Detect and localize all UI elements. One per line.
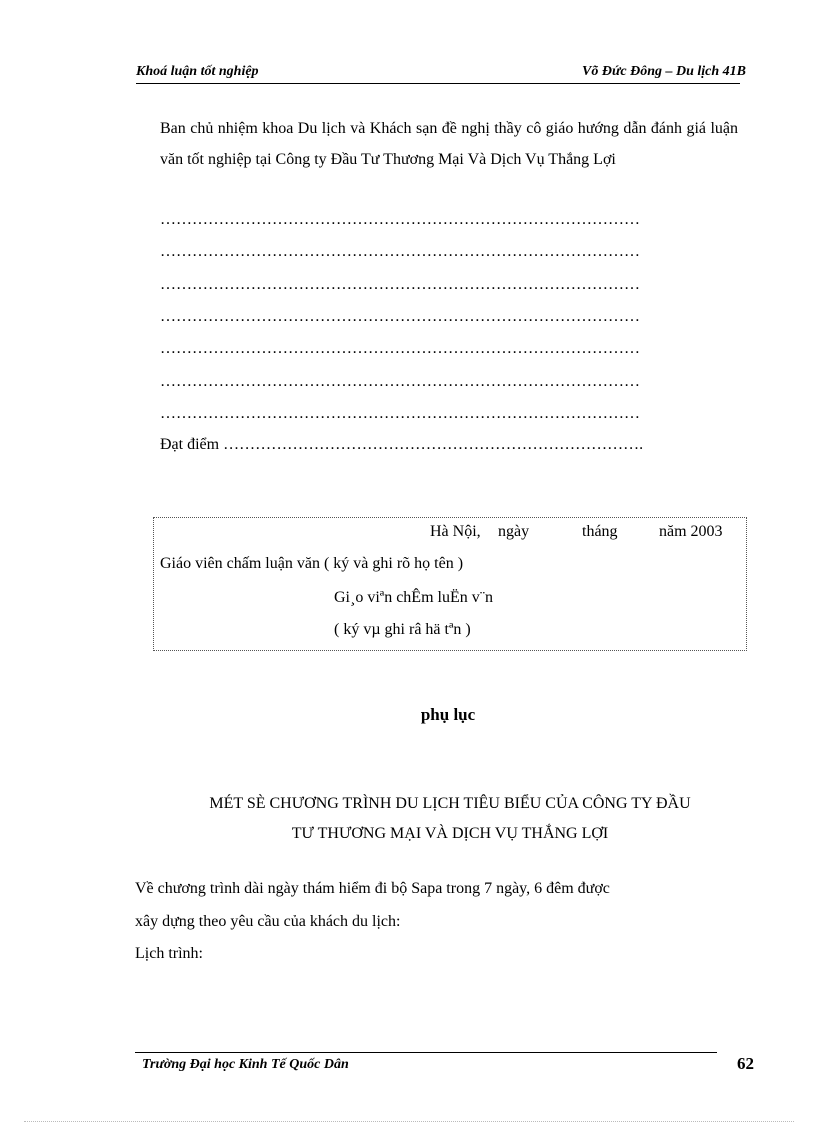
section-heading-line-1: MÉT SÈ CHƯƠNG TRÌNH DU LỊCH TIÊU BIỂU CỦA CÔNG TY ĐẦU	[209, 795, 691, 812]
day-label: ngày	[498, 523, 530, 540]
dot-line: ………………………………………………………………………………	[160, 405, 640, 422]
header-right-author: Võ Đức Đông – Du lịch 41B	[582, 64, 746, 79]
body-line: xây dựng theo yêu cầu của khách du lịch:	[135, 913, 401, 930]
dot-line: ………………………………………………………………………………	[160, 211, 640, 228]
section-heading-line-2: TƯ THƯƠNG MẠI VÀ DỊCH VỤ THẮNG LỢI	[291, 825, 609, 842]
sign-instruction-garbled: ( ký vµ ghi râ hä tªn )	[334, 621, 471, 638]
body-line: Về chương trình dài ngày thám hiểm đi bộ Sapa trong 7 ngày, 6 đêm được	[135, 880, 610, 897]
dot-line: ………………………………………………………………………………	[160, 340, 640, 357]
score-line: Đạt điểm …………………………………………………………………….	[160, 436, 644, 453]
dot-line: ………………………………………………………………………………	[160, 243, 640, 260]
footer-rule	[135, 1052, 717, 1053]
header-rule	[136, 83, 740, 84]
footer-university: Trường Đại học Kinh Tế Quốc Dân	[142, 1057, 349, 1072]
year-label: năm 2003	[659, 523, 723, 540]
month-label: tháng	[582, 523, 618, 540]
place-date: Hà Nội,	[430, 523, 481, 540]
dot-line: ………………………………………………………………………………	[160, 276, 640, 293]
dot-line: ………………………………………………………………………………	[160, 373, 640, 390]
header-left-title: Khoá luận tốt nghiệp	[136, 64, 259, 79]
request-paragraph: Ban chủ nhiệm khoa Du lịch và Khách sạn đề nghị thầy cô giáo hướng dẫn đánh giá luận văn tốt nghiệp tại Công ty Đầu Tư Thương Mại Và Dịch Vụ Thắng Lợi	[160, 120, 738, 168]
page-bottom-rule	[24, 1121, 794, 1122]
body-line: Lịch trình:	[135, 945, 203, 962]
grader-label-garbled: Gi¸o viªn chÊm luËn v¨n	[334, 589, 494, 606]
appendix-title: phụ lục	[420, 705, 476, 724]
signature-box	[153, 517, 747, 651]
dot-line: ………………………………………………………………………………	[160, 308, 640, 325]
grader-label: Giáo viên chấm luận văn ( ký và ghi rõ họ tên )	[160, 555, 464, 572]
page-number: 62	[737, 1054, 754, 1073]
